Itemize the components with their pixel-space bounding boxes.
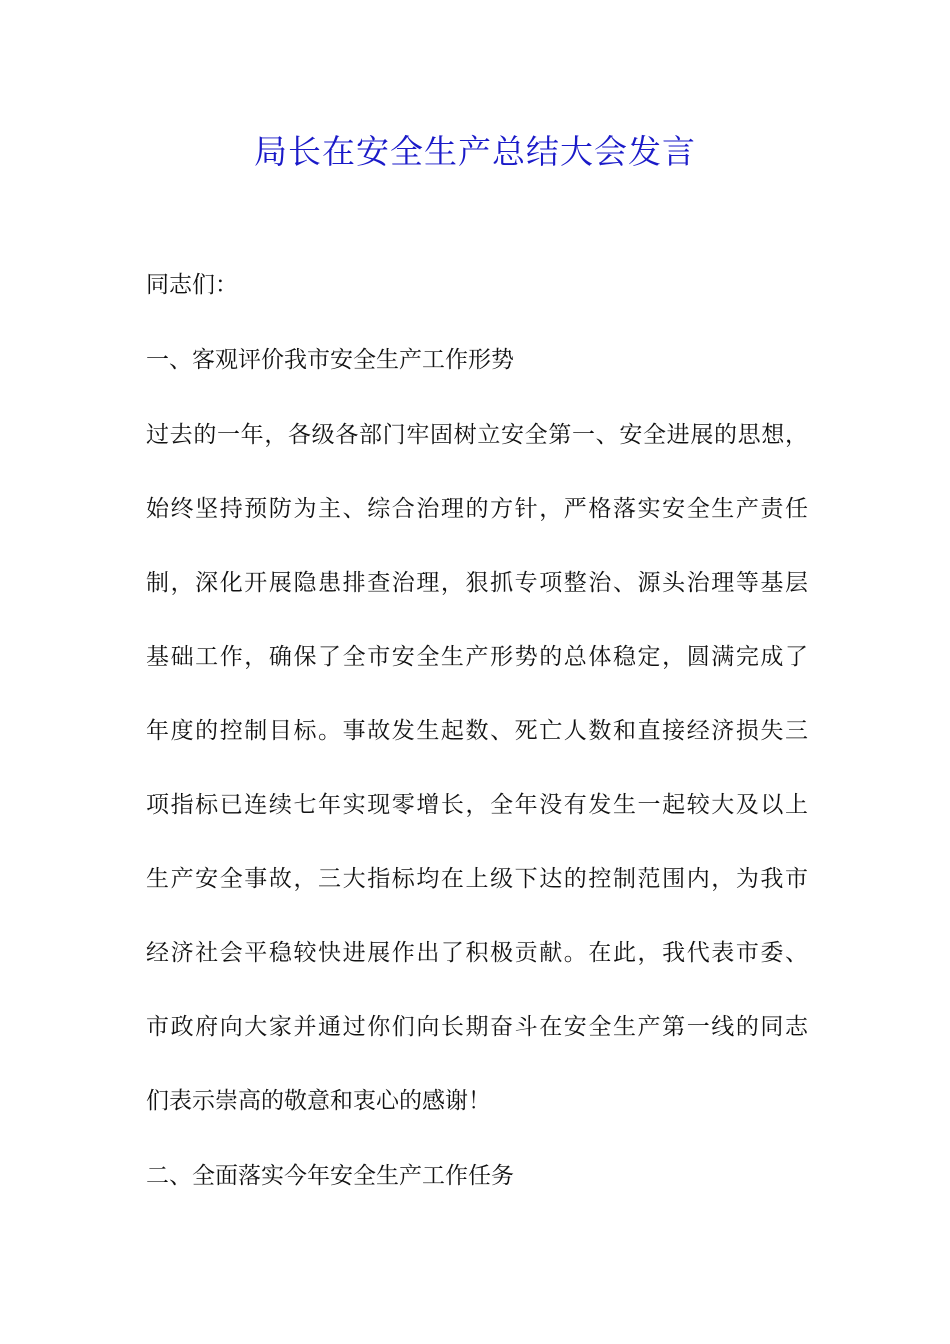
- paragraph-line-4: 基础工作，确保了全市安全生产形势的总体稳定，圆满完成了: [146, 644, 808, 670]
- paragraph-line-9: 市政府向大家并通过你们向长期奋斗在安全生产第一线的同志: [146, 1014, 808, 1040]
- paragraph-line-8: 经济社会平稳较快进展作出了积极贡献。在此，我代表市委、: [146, 940, 808, 966]
- document-title: 局长在安全生产总结大会发言: [254, 132, 696, 171]
- section-heading-2: 二、全面落实今年安全生产工作任务: [146, 1163, 514, 1189]
- salutation: 同志们：: [146, 272, 238, 298]
- paragraph-line-5: 年度的控制目标。事故发生起数、死亡人数和直接经济损失三: [146, 718, 808, 744]
- paragraph-line-3: 制，深化开展隐患排查治理，狠抓专项整治、源头治理等基层: [146, 570, 808, 596]
- section-heading-1: 一、客观评价我市安全生产工作形势: [146, 347, 514, 373]
- paragraph-line-1: 过去的一年，各级各部门牢固树立安全第一、安全进展的思想，: [146, 422, 808, 448]
- paragraph-line-10: 们表示崇高的敬意和衷心的感谢！: [146, 1088, 491, 1114]
- paragraph-line-7: 生产安全事故，三大指标均在上级下达的控制范围内，为我市: [146, 866, 808, 892]
- paragraph-line-6: 项指标已连续七年实现零增长，全年没有发生一起较大及以上: [146, 792, 808, 818]
- paragraph-line-2: 始终坚持预防为主、综合治理的方针，严格落实安全生产责任: [146, 496, 808, 522]
